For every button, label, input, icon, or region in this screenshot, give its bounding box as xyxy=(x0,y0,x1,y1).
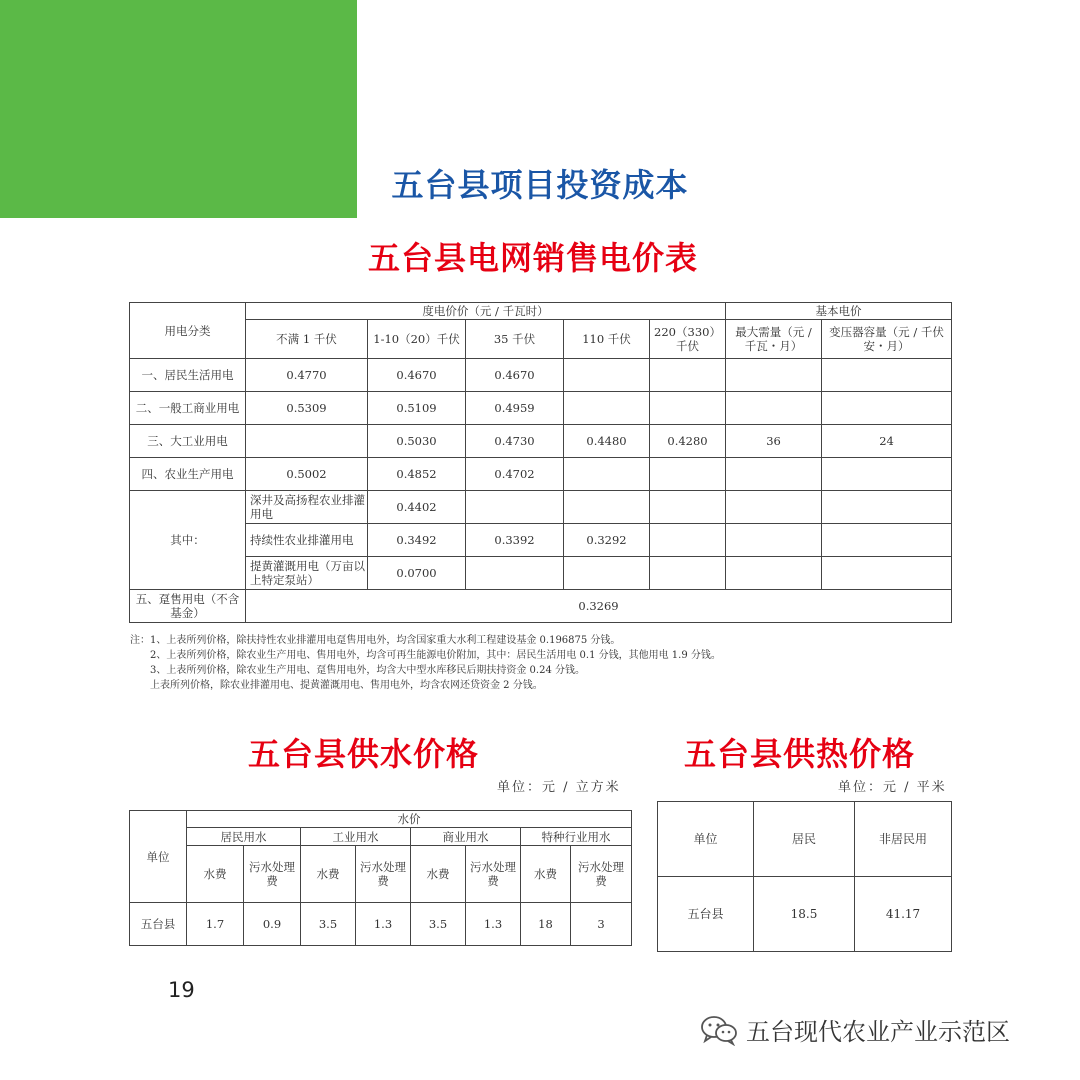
basic-price-group-header: 基本电价 xyxy=(726,303,952,320)
row-label: 五、趸售用电（不含基金） xyxy=(130,590,246,623)
row-label: 五台县 xyxy=(658,877,754,952)
heating-price-table xyxy=(657,801,952,952)
green-corner-block xyxy=(0,0,357,218)
price-cell xyxy=(466,491,564,524)
voltage-header: 220（330）千伏 xyxy=(650,320,726,359)
table-row xyxy=(130,557,952,590)
fee-header: 水费 xyxy=(411,846,466,903)
table-notes xyxy=(130,633,960,693)
basic-header: 变压器容量（元 / 千伏安・月） xyxy=(822,320,952,359)
row-label: 四、农业生产用电 xyxy=(130,458,246,491)
row-label: 三、大工业用电 xyxy=(130,425,246,458)
table-row xyxy=(130,359,952,392)
price-cell: 0.4959 xyxy=(466,392,564,425)
price-cell xyxy=(726,458,822,491)
unit-header: 单位 xyxy=(130,811,187,903)
sewage-header: 污水处理费 xyxy=(571,846,632,903)
price-cell xyxy=(726,359,822,392)
empty-cell xyxy=(726,491,822,524)
electricity-title: 五台县电网销售电价表 xyxy=(368,239,699,277)
price-cell: 36 xyxy=(726,425,822,458)
sewage-header: 污水处理费 xyxy=(244,846,301,903)
water-category: 商业用水 xyxy=(411,828,521,846)
empty-cell xyxy=(822,557,952,590)
table-row xyxy=(130,590,952,623)
price-cell: 0.3492 xyxy=(368,524,466,557)
voltage-header: 35 千伏 xyxy=(466,320,564,359)
price-cell: 0.5109 xyxy=(368,392,466,425)
table-row xyxy=(130,491,952,524)
wechat-icon xyxy=(700,1014,738,1046)
water-category: 居民用水 xyxy=(187,828,301,846)
price-cell xyxy=(564,491,650,524)
price-cell: 1.3 xyxy=(466,903,521,946)
note-line: 2、上表所列价格，除农业生产用电、售用电外，均含可再生能源电价附加，其中：居民生活用电 0.1 分钱，其他用电 1.9 分钱。 xyxy=(150,650,721,661)
water-price-group-header: 水价 xyxy=(187,811,632,828)
price-cell xyxy=(564,557,650,590)
price-cell: 24 xyxy=(822,425,952,458)
price-cell xyxy=(650,458,726,491)
empty-cell xyxy=(822,524,952,557)
page-title: 五台县项目投资成本 xyxy=(391,166,689,204)
voltage-header: 1-10（20）千伏 xyxy=(368,320,466,359)
price-cell: 0.4480 xyxy=(564,425,650,458)
price-cell: 0.4730 xyxy=(466,425,564,458)
price-cell: 0.4770 xyxy=(246,359,368,392)
unit-header: 单位 xyxy=(658,802,754,877)
note-line: 3、上表所列价格，除农业生产用电、趸售用电外，均含大中型水库移民后期扶持资金 0.24 分钱。 xyxy=(150,665,585,676)
price-cell xyxy=(564,392,650,425)
price-cell: 18.5 xyxy=(754,877,855,952)
voltage-header: 不满 1 千伏 xyxy=(246,320,368,359)
price-cell xyxy=(564,359,650,392)
price-cell xyxy=(466,557,564,590)
category-header: 用电分类 xyxy=(130,303,246,359)
price-cell xyxy=(564,458,650,491)
price-cell: 0.3269 xyxy=(246,590,952,623)
price-cell: 1.7 xyxy=(187,903,244,946)
price-cell: 0.4280 xyxy=(650,425,726,458)
row-label: 二、一般工商业用电 xyxy=(130,392,246,425)
fee-header: 水费 xyxy=(301,846,356,903)
price-cell: 0.5309 xyxy=(246,392,368,425)
empty-cell xyxy=(726,557,822,590)
empty-cell xyxy=(650,491,726,524)
price-cell: 0.4402 xyxy=(368,491,466,524)
price-cell: 0.9 xyxy=(244,903,301,946)
price-cell: 0.5030 xyxy=(368,425,466,458)
price-cell: 0.3292 xyxy=(564,524,650,557)
price-cell: 3.5 xyxy=(411,903,466,946)
sewage-header: 污水处理费 xyxy=(466,846,521,903)
heating-title: 五台县供热价格 xyxy=(684,735,916,773)
empty-cell xyxy=(726,524,822,557)
price-cell: 0.4852 xyxy=(368,458,466,491)
price-cell: 0.4702 xyxy=(466,458,564,491)
price-cell xyxy=(650,392,726,425)
table-row xyxy=(130,392,952,425)
electricity-price-table xyxy=(129,302,952,623)
basic-header: 最大需量（元 / 千瓦・月） xyxy=(726,320,822,359)
table-row xyxy=(130,425,952,458)
price-cell xyxy=(650,359,726,392)
fee-header: 水费 xyxy=(521,846,571,903)
price-cell: 0.4670 xyxy=(466,359,564,392)
kwh-price-group-header: 度电价价（元 / 千瓦时） xyxy=(246,303,726,320)
table-row xyxy=(658,877,952,952)
price-cell: 3.5 xyxy=(301,903,356,946)
sub-row-label: 持续性农业排灌用电 xyxy=(246,524,368,557)
price-cell: 0.0700 xyxy=(368,557,466,590)
fee-header: 水费 xyxy=(187,846,244,903)
sewage-header: 污水处理费 xyxy=(356,846,411,903)
table-row xyxy=(130,458,952,491)
empty-cell xyxy=(650,524,726,557)
price-cell: 18 xyxy=(521,903,571,946)
row-label: 一、居民生活用电 xyxy=(130,359,246,392)
water-unit: 单位：元 / 立方米 xyxy=(497,780,621,795)
price-cell: 41.17 xyxy=(855,877,952,952)
price-cell xyxy=(726,392,822,425)
price-cell xyxy=(822,458,952,491)
water-category: 工业用水 xyxy=(301,828,411,846)
empty-cell xyxy=(650,557,726,590)
empty-cell xyxy=(822,491,952,524)
voltage-header: 110 千伏 xyxy=(564,320,650,359)
sub-group-label: 其中： xyxy=(130,491,246,590)
water-title: 五台县供水价格 xyxy=(248,735,480,773)
price-cell: 0.3392 xyxy=(466,524,564,557)
price-cell xyxy=(822,392,952,425)
table-row xyxy=(130,903,632,946)
sub-row-label: 提黄灌溉用电（万亩以上特定泵站） xyxy=(246,557,368,590)
water-price-table xyxy=(129,810,632,946)
wechat-account-name: 五台现代农业产业示范区 xyxy=(746,1018,1010,1046)
heating-unit: 单位：元 / 平米 xyxy=(838,780,947,795)
price-cell: 0.4670 xyxy=(368,359,466,392)
price-cell xyxy=(822,359,952,392)
note-line: 注：1、上表所列价格，除扶持性农业排灌用电趸售用电外，均含国家重大水利工程建设基金 0.196875 分钱。 xyxy=(130,635,621,646)
price-cell xyxy=(246,425,368,458)
price-cell: 1.3 xyxy=(356,903,411,946)
sub-row-label: 深井及高扬程农业排灌用电 xyxy=(246,491,368,524)
row-label: 五台县 xyxy=(130,903,187,946)
note-line: 上表所列价格，除农业排灌用电、提黄灌溉用电、售用电外，均含农网还贷资金 2 分钱。 xyxy=(150,680,543,691)
non-resident-header: 非居民用 xyxy=(855,802,952,877)
resident-header: 居民 xyxy=(754,802,855,877)
wechat-account xyxy=(700,1012,1010,1047)
price-cell: 3 xyxy=(571,903,632,946)
water-category: 特种行业用水 xyxy=(521,828,632,846)
page-number: 19 xyxy=(168,978,195,1002)
table-row xyxy=(130,524,952,557)
price-cell: 0.5002 xyxy=(246,458,368,491)
